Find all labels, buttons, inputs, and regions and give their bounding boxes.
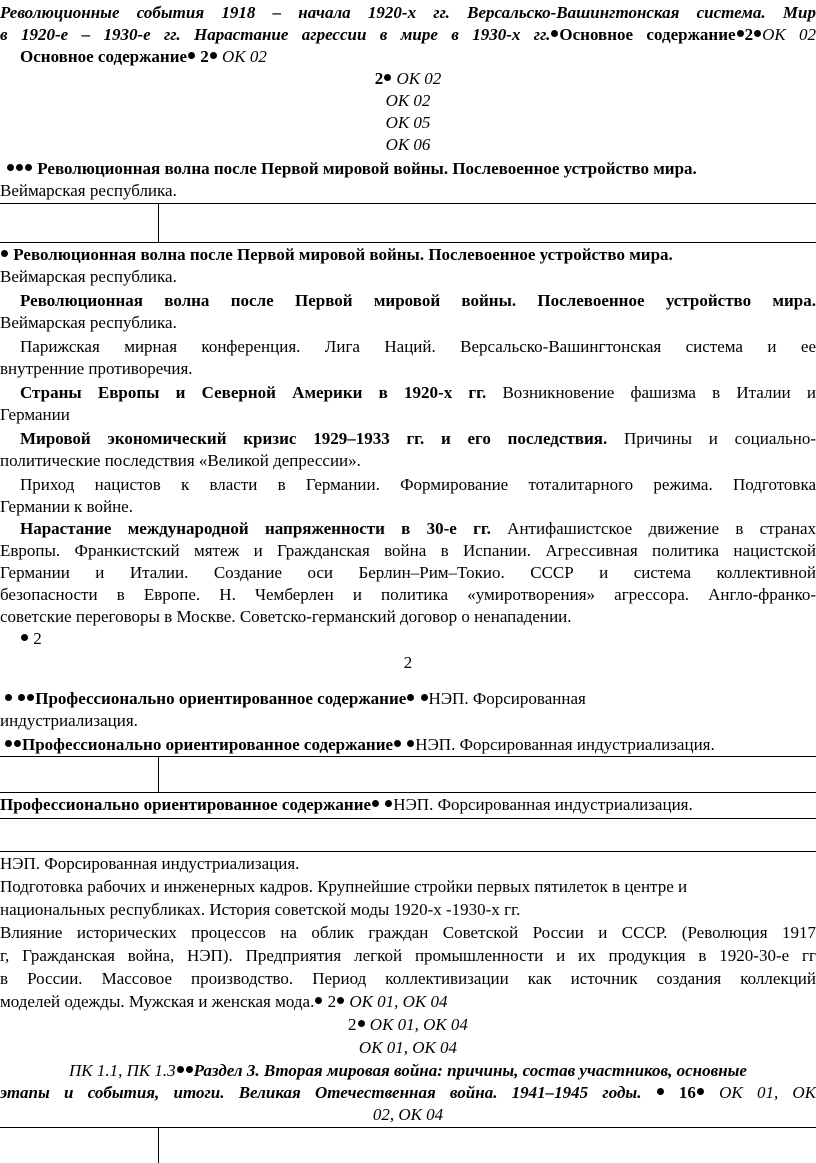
competence-code: ОК 06: [385, 135, 431, 154]
body-text: Влияние исторических процессов на облик граждан Советской России и СССР. (Революция 1917: [0, 923, 816, 942]
bullet-icon: [337, 997, 344, 1004]
paragraph: Нарастание международной напряженности в 30-е гг. Антифашистское движение в странах: [20, 519, 816, 538]
table-border: [158, 756, 159, 792]
prof-text: индустриализация.: [0, 711, 138, 730]
bullet-icon: [737, 30, 744, 37]
competence-code: ОК 01, ОК 04: [358, 1038, 458, 1057]
table-border: [0, 818, 816, 819]
bullet-icon: [177, 1066, 184, 1073]
section-title-line-1: Революционные события 1918 – начала 1920-х гг. Версальско-Вашингтонская система. Мир: [0, 3, 816, 22]
hours-code-line: 2 ОК 02: [374, 69, 442, 88]
topic-text: Веймарская республика.: [0, 181, 177, 200]
paragraph: Германии к войне.: [0, 497, 133, 516]
bullet-icon: [551, 30, 558, 37]
body-text: Подготовка рабочих и инженерных кадров. Крупнейшие стройки первых пятилеток в центре и: [0, 877, 688, 896]
body-text: моделей одежды. Мужская и женская мода. 2 ОК 01, ОК 04: [0, 992, 448, 1011]
topic-heading: Революционная волна после Первой мировой войны. Послевоенное устройство мира.: [0, 244, 816, 266]
bullet-icon: [14, 740, 21, 747]
paragraph: Мировой экономический кризис 1929–1933 гг. и его последствия. Причины и социально-: [20, 429, 816, 448]
bullet-icon: [5, 740, 12, 747]
bullet-icon: [372, 800, 379, 807]
paragraph: политические последствия «Великой депрессии».: [0, 451, 361, 470]
bullet-icon: [657, 1088, 664, 1095]
body-text: в России. Массовое производство. Период коллективизации как источник создания коллекций: [0, 969, 816, 988]
table-border: [0, 851, 816, 852]
bullet-icon: [315, 997, 322, 1004]
table-border: [0, 1127, 816, 1128]
bullet-icon: [21, 634, 28, 641]
bullet-icon: [25, 164, 32, 171]
body-text: национальных республиках. История советской моды 1920-х -1930-х гг.: [0, 900, 521, 919]
prof-heading: Профессионально ориентированное содержание НЭП. Форсированная: [0, 688, 816, 710]
bullet-icon: [754, 30, 761, 37]
table-border: [158, 1127, 159, 1163]
bullet-icon: [407, 740, 414, 747]
body-text: НЭП. Форсированная индустриализация.: [0, 854, 300, 873]
paragraph: Германии и Италии. Создание оси Берлин–Рим–Токио. СССР и система коллективной: [0, 563, 816, 582]
competence-code: ОК 02: [385, 91, 431, 110]
section-heading: этапы и события, итоги. Великая Отечественная война. 1941–1945 годы. 16 ОК 01, ОК: [0, 1083, 816, 1102]
bullet-icon: [421, 694, 428, 701]
content-heading: Основное содержание 2 ОК 02: [20, 47, 267, 66]
bullet-icon: [27, 694, 34, 701]
paragraph: внутренние противоречия.: [0, 359, 193, 378]
bullet-icon: [18, 694, 25, 701]
table-border: [0, 756, 816, 757]
bullet-icon: [358, 1020, 365, 1027]
paragraph: Европы. Франкистский мятеж и Гражданская война в Испании. Агрессивная политика нацистской: [0, 541, 816, 560]
paragraph: Парижская мирная конференция. Лига Наций. Версальско-Вашингтонская система и ее: [20, 337, 816, 356]
bullet-icon: [384, 74, 391, 81]
bullet-icon: [186, 1066, 193, 1073]
bullet-icon: [16, 164, 23, 171]
bullet-icon: [697, 1088, 704, 1095]
topic-heading: Революционная волна после Первой мировой войны. Послевоенное устройство мира.: [20, 291, 816, 310]
table-border: [0, 792, 816, 793]
bullet-icon: [385, 800, 392, 807]
topic-heading: Революционная волна после Первой мировой войны. Послевоенное устройство мира.: [0, 158, 816, 180]
table-border: [0, 242, 816, 243]
bullet-icon: [394, 740, 401, 747]
table-border: [158, 203, 159, 242]
section-heading: ПК 1.1, ПК 1.3 Раздел 3. Вторая мировая война: причины, состав участников, основные: [69, 1061, 747, 1080]
hours-code-line: 2 ОК 01, ОК 04: [348, 1015, 468, 1034]
topic-text: Веймарская республика.: [0, 267, 177, 286]
section-title-line-2: в 1920-е – 1930-е гг. Нарастание агрессии в мире в 1930-х гг. Основное содержание 2 ОК 02: [0, 25, 816, 44]
topic-text: Веймарская республика.: [0, 313, 177, 332]
body-text: г, Гражданская война, НЭП). Предприятия легкой промышленности и их продукция в 1920-30-е гг: [0, 946, 816, 965]
prof-heading: Профессионально ориентированное содержание НЭП. Форсированная индустриализация.: [0, 734, 816, 756]
competence-code: 02, ОК 04: [372, 1105, 444, 1124]
paragraph: Страны Европы и Северной Америки в 1920-х гг. Возникновение фашизма в Италии и: [20, 383, 816, 402]
competence-code: ОК 05: [385, 113, 431, 132]
bullet-icon: [5, 694, 12, 701]
hours-line: 2: [403, 653, 413, 672]
bullet-icon: [210, 52, 217, 59]
paragraph: Германии: [0, 405, 70, 424]
prof-heading: Профессионально ориентированное содержание НЭП. Форсированная индустриализация.: [0, 795, 693, 814]
bullet-icon: [407, 694, 414, 701]
paragraph: советские переговоры в Москве. Советско-германский договор о ненападении.: [0, 607, 572, 626]
bullet-icon: [188, 52, 195, 59]
bullet-icon: [7, 164, 14, 171]
table-border: [0, 203, 816, 204]
bullet-icon: [1, 250, 8, 257]
paragraph: безопасности в Европе. Н. Чемберлен и политика «умиротворения» агрессора. Англо-франко-: [0, 585, 816, 604]
paragraph: Приход нацистов к власти в Германии. Формирование тоталитарного режима. Подготовка: [20, 475, 816, 494]
hours-line: 2: [0, 628, 816, 650]
